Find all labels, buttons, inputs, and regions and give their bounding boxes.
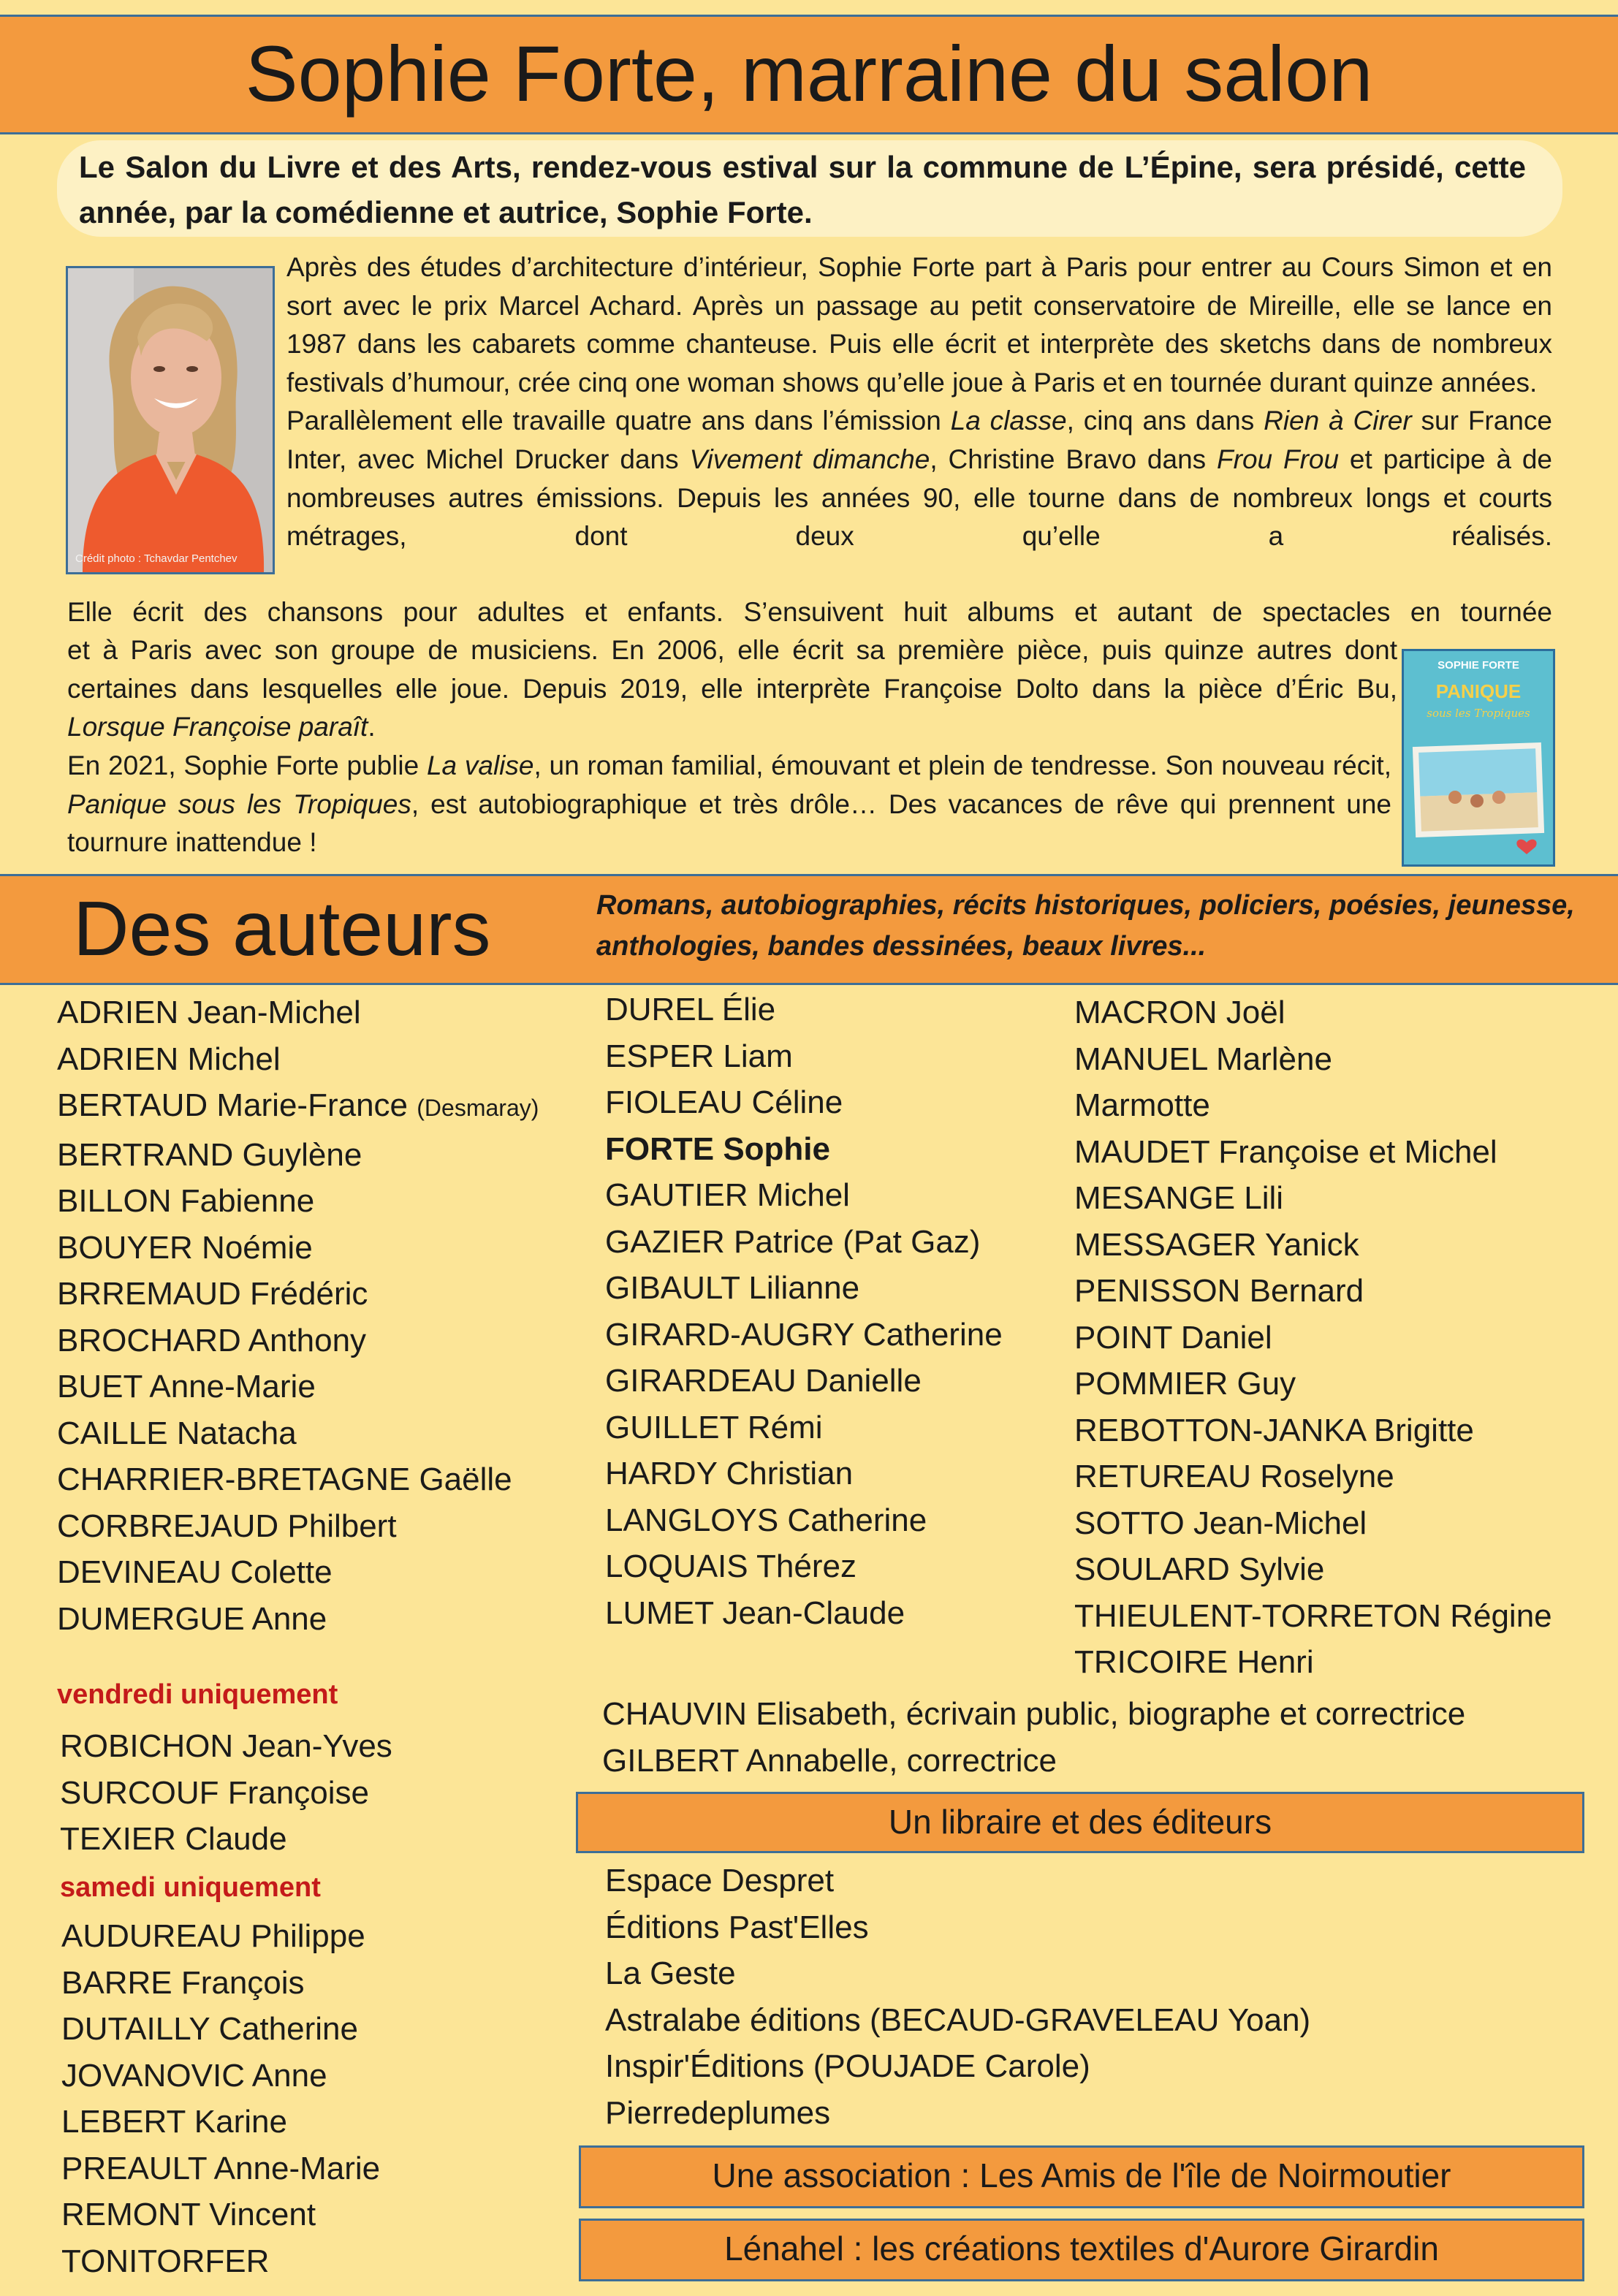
portrait-photo bbox=[66, 266, 275, 574]
author-name: PREAULT Anne-Marie bbox=[61, 2150, 381, 2186]
author-name: BRREMAUD Frédéric bbox=[57, 1276, 368, 1312]
author-name: TEXIER Claude bbox=[60, 1821, 287, 1857]
author-name: CORBREJAUD Philbert bbox=[57, 1508, 397, 1544]
author-name: GAUTIER Michel bbox=[605, 1177, 850, 1213]
author-name: LANGLOYS Catherine bbox=[605, 1502, 927, 1538]
friday-authors-list bbox=[60, 1723, 392, 1863]
author-name: DEVINEAU Colette bbox=[57, 1554, 333, 1590]
author-name: THIEULENT-TORRETON Régine bbox=[1074, 1597, 1552, 1634]
author-name: CHARRIER-BRETAGNE Gaëlle bbox=[57, 1461, 512, 1497]
author-name: MESANGE Lili bbox=[1074, 1180, 1284, 1216]
bio-paragraph-1: Après des études d’architecture d’intérieur, Sophie Forte part à Paris pour entrer au Cours Simon et en sort avec le prix Marcel Achard. Après un passage au petit conservatoire de Mireille, elle se lance en 1987 dans les cabarets comme chanteuse. Puis elle écrit et interprète des sketchs dans de nombreux festivals d’humour, crée cinq one woman shows qu’elle joue à Paris et en tournée durant quinze années. bbox=[286, 252, 1552, 398]
author-name: LUMET Jean-Claude bbox=[605, 1594, 905, 1631]
author-name: GIRARDEAU Danielle bbox=[605, 1363, 922, 1399]
author-name: ESPER Liam bbox=[605, 1038, 793, 1074]
bio-paragraph-4: En 2021, Sophie Forte publie La valise, un roman familial, émouvant et plein de tendresse. Son nouveau récit, Panique sous les Tropiques, est autobiographique et très drôle… Des vacances de rêve qui prennent une tournure inattendue ! bbox=[67, 750, 1391, 858]
publisher-name: Éditions Past'Elles bbox=[605, 1909, 869, 1945]
author-name: MANUEL Marlène bbox=[1074, 1041, 1332, 1077]
association-banner: Une association : Les Amis de l'île de Noirmoutier bbox=[579, 2145, 1584, 2208]
author-name: TRICOIRE Henri bbox=[1074, 1644, 1314, 1680]
saturday-only-label: samedi uniquement bbox=[60, 1872, 321, 1903]
author-name: POMMIER Guy bbox=[1074, 1366, 1296, 1402]
authors-column-2 bbox=[605, 987, 1003, 1636]
author-name: GAZIER Patrice (Pat Gaz) bbox=[605, 1223, 981, 1260]
publisher-name: Espace Despret bbox=[605, 1863, 835, 1898]
contributor-name: CHAUVIN Elisabeth, écrivain public, biographe et correctrice bbox=[602, 1696, 1466, 1732]
author-name: ROBICHON Jean-Yves bbox=[60, 1728, 392, 1764]
other-contributors-list bbox=[602, 1691, 1465, 1784]
bio-paragraph-3: et à Paris avec son groupe de musiciens. En 2006, elle écrit sa première pièce, puis quinze autres dont certaines dans lesquelles elle joue. Depuis 2019, elle interprète Françoise Dolto dans la pièce d’Éric Bu, Lorsque Françoise paraît. bbox=[67, 635, 1397, 742]
author-name: LOQUAIS Thérez bbox=[605, 1548, 857, 1584]
author-name: RETUREAU Roselyne bbox=[1074, 1459, 1394, 1494]
bookseller-publishers-banner: Un libraire et des éditeurs bbox=[576, 1792, 1584, 1853]
publishers-list bbox=[605, 1858, 1310, 2136]
author-name: SOULARD Sylvie bbox=[1074, 1551, 1325, 1587]
author-name: SOTTO Jean-Michel bbox=[1074, 1505, 1367, 1541]
photo-credit: Crédit photo : Tchavdar Pentchev bbox=[75, 552, 238, 565]
author-name: MAUDET Françoise et Michel bbox=[1074, 1133, 1497, 1170]
author-name: REMONT Vincent bbox=[61, 2197, 316, 2232]
author-name: POINT Daniel bbox=[1074, 1319, 1272, 1356]
author-name: LEBERT Karine bbox=[61, 2104, 287, 2140]
author-name: DUMERGUE Anne bbox=[57, 1600, 327, 1637]
authors-banner bbox=[0, 874, 1618, 985]
author-name: ADRIEN Michel bbox=[57, 1041, 281, 1077]
friday-only-label: vendredi uniquement bbox=[57, 1679, 338, 1710]
page-title: Sophie Forte, marraine du salon bbox=[245, 29, 1373, 118]
author-name: PENISSON Bernard bbox=[1074, 1273, 1364, 1309]
book-cover-author: SOPHIE FORTE bbox=[1437, 659, 1519, 672]
bio-text-beside-photo bbox=[286, 248, 1552, 556]
book-cover-illustration bbox=[1404, 651, 1553, 864]
author-name: BROCHARD Anthony bbox=[57, 1322, 367, 1358]
author-name: BUET Anne-Marie bbox=[57, 1369, 316, 1404]
author-name: GIBAULT Lilianne bbox=[605, 1270, 860, 1306]
author-name: BOUYER Noémie bbox=[57, 1229, 313, 1266]
publisher-name: Inspir'Éditions (POUJADE Carole) bbox=[605, 2048, 1090, 2084]
contributor-name: GILBERT Annabelle, correctrice bbox=[602, 1742, 1057, 1779]
author-name: MESSAGER Yanick bbox=[1074, 1226, 1359, 1263]
author-name: BARRE François bbox=[61, 1964, 305, 2001]
author-name: ADRIEN Jean-Michel bbox=[57, 995, 361, 1030]
author-name: SURCOUF Françoise bbox=[60, 1774, 369, 1811]
author-name: Marmotte bbox=[1074, 1087, 1210, 1123]
author-name: BERTAUD Marie-France (Desmaray) bbox=[57, 1087, 539, 1123]
author-name: DUTAILLY Catherine bbox=[61, 2011, 358, 2047]
author-name: GIRARD-AUGRY Catherine bbox=[605, 1316, 1003, 1353]
title-banner bbox=[0, 15, 1618, 134]
bio-paragraph-3-line-1: Elle écrit des chansons pour adultes et enfants. S’ensuivent huit albums et autant de spectacles en tournée bbox=[67, 597, 1552, 627]
book-cover bbox=[1402, 649, 1555, 867]
author-name: FIOLEAU Céline bbox=[605, 1084, 843, 1120]
author-name: BILLON Fabienne bbox=[57, 1183, 315, 1219]
author-name: JOVANOVIC Anne bbox=[61, 2057, 327, 2094]
authors-title: Des auteurs bbox=[73, 886, 491, 972]
textile-creations-banner: Lénahel : les créations textiles d'Aurore Girardin bbox=[579, 2219, 1584, 2281]
bio-paragraph-2: Parallèlement elle travaille quatre ans dans l’émission La classe, cinq ans dans Rien à Cirer sur France Inter, avec Michel Drucker dans Vivement dimanche, Christine Bravo dans Frou Frou et participe à de nombreuses autres émissions. Depuis les années 90, elle tourne dans de nombreux longs et courts métrages, dont deux qu’elle a réalisés. bbox=[286, 406, 1553, 552]
author-name: TONITORFER bbox=[61, 2243, 270, 2279]
author-name-highlighted: FORTE Sophie bbox=[605, 1130, 830, 1167]
author-note: (Desmaray) bbox=[417, 1095, 539, 1121]
author-name: CAILLE Natacha bbox=[57, 1415, 297, 1451]
book-cover-title-2: sous les Tropiques bbox=[1427, 707, 1530, 720]
author-name: DUREL Élie bbox=[605, 992, 776, 1027]
author-name: MACRON Joël bbox=[1074, 995, 1285, 1030]
publisher-name: Pierredeplumes bbox=[605, 2094, 831, 2131]
intro-text: Le Salon du Livre et des Arts, rendez-vous estival sur la commune de L’Épine, sera présidé, cette année, par la comédienne et autrice, Sophie Forte. bbox=[79, 150, 1526, 229]
portrait-illustration bbox=[68, 268, 273, 572]
authors-column-3 bbox=[1074, 989, 1552, 1686]
author-name: HARDY Christian bbox=[605, 1456, 854, 1491]
publisher-name: La Geste bbox=[605, 1955, 736, 1991]
saturday-authors-list bbox=[61, 1913, 380, 2284]
author-name: REBOTTON-JANKA Brigitte bbox=[1074, 1412, 1474, 1448]
author-name: GUILLET Rémi bbox=[605, 1409, 823, 1445]
authors-genres: Romans, autobiographies, récits historiques, policiers, poésies, jeunesse, anthologies, bandes dessinées, beaux livres... bbox=[596, 890, 1575, 962]
author-name: BERTRAND Guylène bbox=[57, 1136, 362, 1173]
authors-column-1 bbox=[57, 989, 539, 1642]
publisher-name: Astralabe éditions (BECAUD-GRAVELEAU Yoan) bbox=[605, 2002, 1311, 2038]
book-cover-title-1: PANIQUE bbox=[1435, 680, 1522, 702]
author-name: AUDUREAU Philippe bbox=[61, 1918, 365, 1954]
